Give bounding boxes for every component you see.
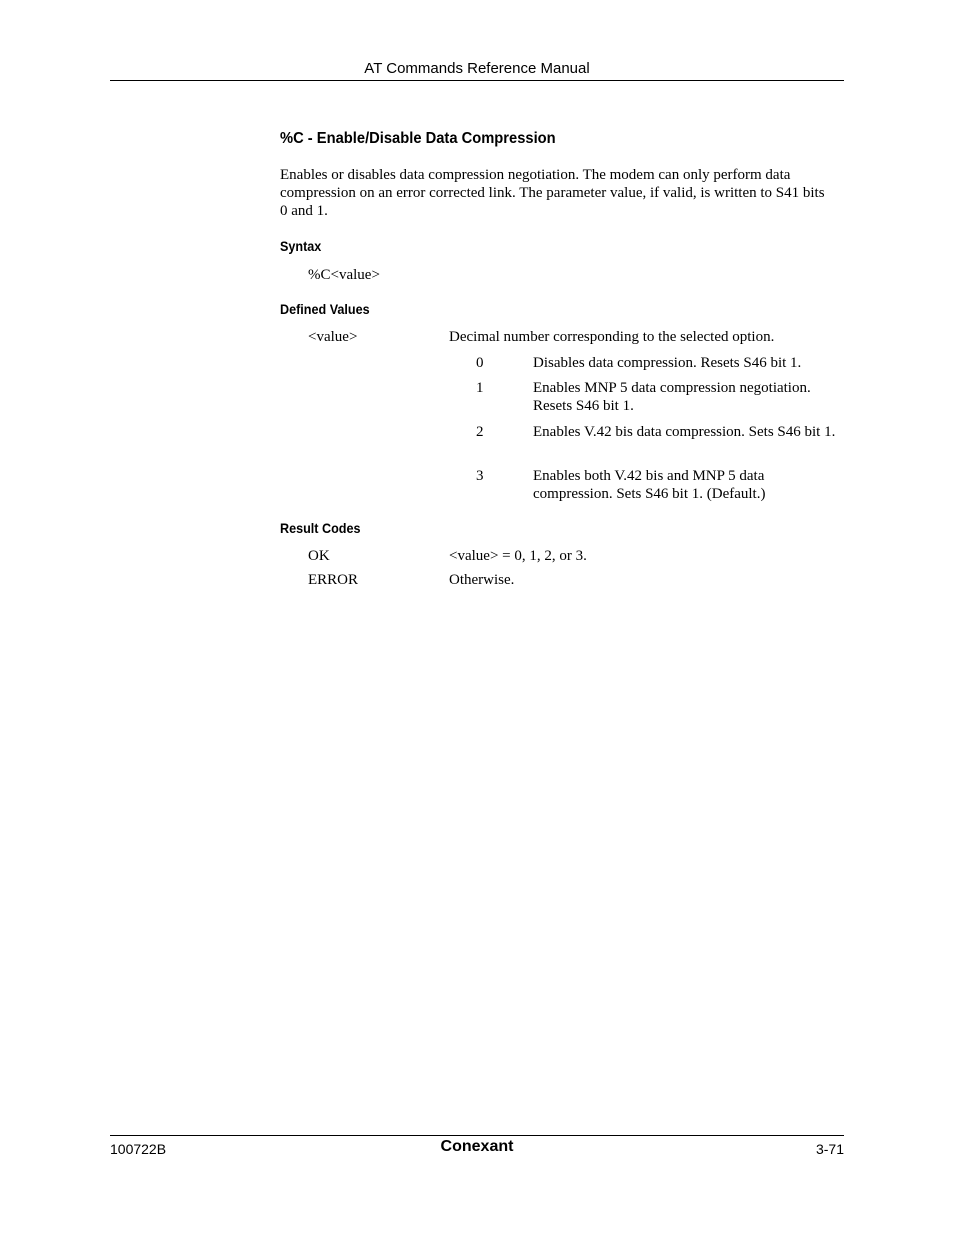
result-code-description: <value> = 0, 1, 2, or 3. <box>449 548 587 564</box>
option-value: 3 <box>476 468 484 484</box>
param-name: <value> <box>308 329 358 345</box>
option-value: 2 <box>476 424 484 440</box>
footer-brand-logo: Conexant <box>440 1138 514 1155</box>
option-value: 1 <box>476 380 484 396</box>
result-codes-heading: Result Codes <box>280 520 361 536</box>
syntax-heading: Syntax <box>280 238 322 254</box>
result-code: ERROR <box>308 572 359 588</box>
result-code-description: Otherwise. <box>449 572 515 588</box>
option-value: 0 <box>476 355 484 371</box>
syntax-command: %C<value> <box>308 267 380 283</box>
option-description: Enables V.42 bis data compression. Sets S46 bit 1. <box>533 424 836 440</box>
header-rule <box>110 80 844 81</box>
result-code: OK <box>308 548 330 564</box>
section-description: Enables or disables data compression negotiation. The modem can only perform data compression on an error corrected link. The parameter value, if valid, is written to S41 bits 0 and 1. <box>280 167 825 219</box>
option-description: Enables both V.42 bis and MNP 5 data compression. Sets S46 bit 1. (Default.) <box>533 468 766 502</box>
option-description: Disables data compression. Resets S46 bit 1. <box>533 355 802 371</box>
footer-page-number: 3-71 <box>815 1141 844 1157</box>
running-header: AT Commands Reference Manual <box>364 60 590 77</box>
option-description: Enables MNP 5 data compression negotiation. Resets S46 bit 1. <box>533 380 811 414</box>
footer-rule <box>110 1135 844 1136</box>
param-description: Decimal number corresponding to the selected option. <box>449 329 775 345</box>
section-title: %C - Enable/Disable Data Compression <box>280 130 556 147</box>
defined-values-heading: Defined Values <box>280 301 370 317</box>
footer-doc-number: 100722B <box>110 1141 167 1157</box>
